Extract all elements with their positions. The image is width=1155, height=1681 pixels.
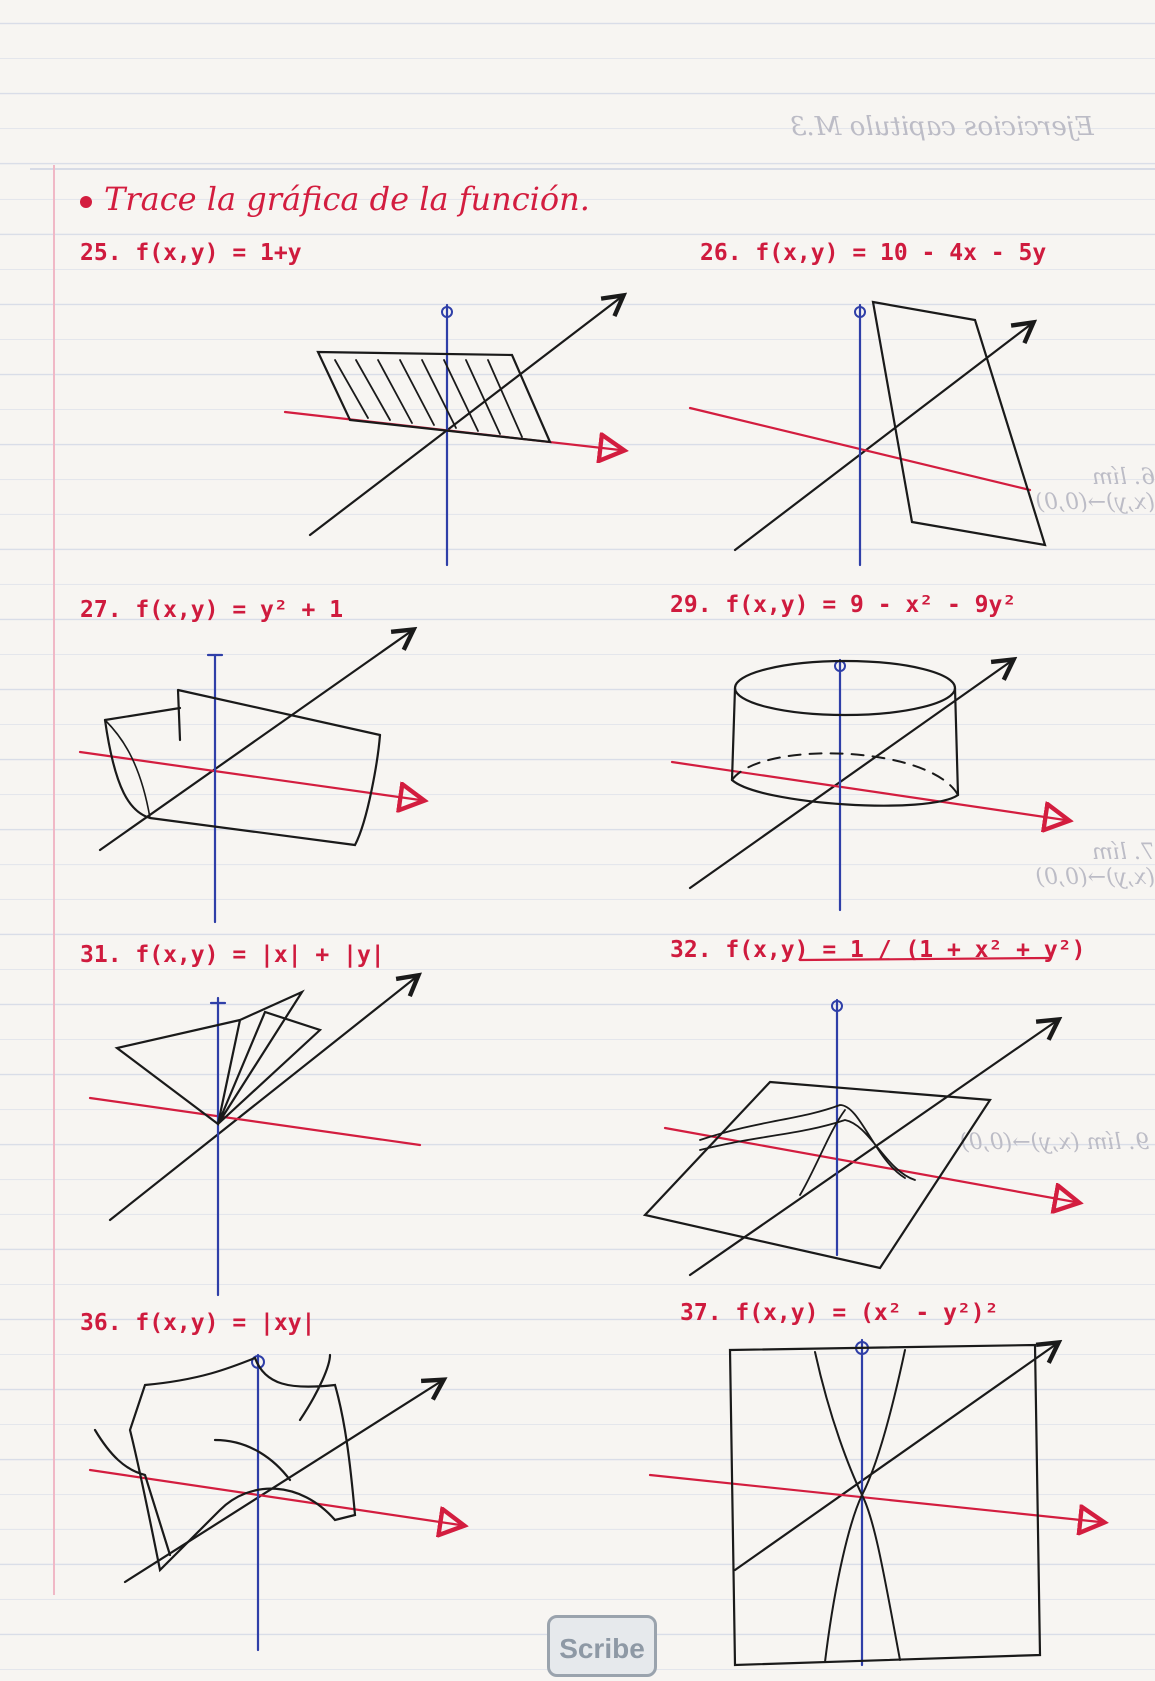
sketch-31-y-axis (110, 978, 415, 1220)
sketch-26 (690, 302, 1045, 565)
sketch-29-base-front (732, 780, 958, 806)
sketch-29-base-back (732, 753, 958, 795)
ghost-exercise-7: 7. lím (x,y)→(0,0) (1035, 840, 1155, 890)
ghost-exercise-9: 9. lím (x,y)→(0,0) (960, 1130, 1150, 1155)
sketch-32-plane (645, 1082, 990, 1268)
ghost-exercise-6: 6. lím (x,y)→(0,0) (1035, 465, 1155, 515)
label-26: 26. f(x,y) = 10 - 4x - 5y (700, 240, 1047, 266)
label-36: 36. f(x,y) = |xy| (80, 1310, 316, 1336)
sketch-25-y-axis (310, 298, 620, 535)
instruction-heading: Trace la gráfica de la función. (80, 180, 590, 218)
sketch-27 (80, 632, 420, 922)
sketch-29 (672, 660, 1065, 910)
scribe-logo: Scribe (547, 1615, 657, 1677)
sketch-37-curves (815, 1350, 905, 1662)
sketch-37-x-axis (650, 1475, 1100, 1522)
label-32: 32. f(x,y) = 1 / (1 + x² + y²) (670, 937, 1086, 963)
sketch-27-surface-back (105, 720, 150, 818)
sketch-37-y-axis (735, 1345, 1055, 1570)
sketch-31 (90, 978, 420, 1295)
sketch-37 (650, 1340, 1100, 1665)
sketch-29-x-axis (672, 762, 1065, 820)
sketch-27-surface-front (105, 720, 380, 845)
sketch-25-plane (318, 352, 550, 442)
sketch-37-box (730, 1345, 1040, 1665)
label-27: 27. f(x,y) = y² + 1 (80, 597, 344, 623)
sketch-25 (285, 298, 620, 565)
sketch-36-saddle (95, 1355, 355, 1570)
sketch-25-hatch (335, 360, 522, 437)
label-37: 37. f(x,y) = (x² - y²)² (680, 1300, 999, 1326)
sketch-27-surface-top (105, 690, 380, 740)
label-31: 31. f(x,y) = |x| + |y| (80, 942, 385, 968)
label-29: 29. f(x,y) = 9 - x² - 9y² (670, 592, 1017, 618)
ghost-title: Ejercicios capitulo M.3 (790, 112, 1094, 142)
sketch-27-x-axis (80, 752, 420, 800)
sketch-32-bump (700, 1105, 915, 1195)
label-25: 25. f(x,y) = 1+y (80, 240, 302, 266)
sketch-26-plane (873, 302, 1045, 545)
sketch-32 (645, 958, 1075, 1275)
sketch-36 (90, 1355, 460, 1650)
sketch-32-fraction-bar (800, 958, 1050, 960)
